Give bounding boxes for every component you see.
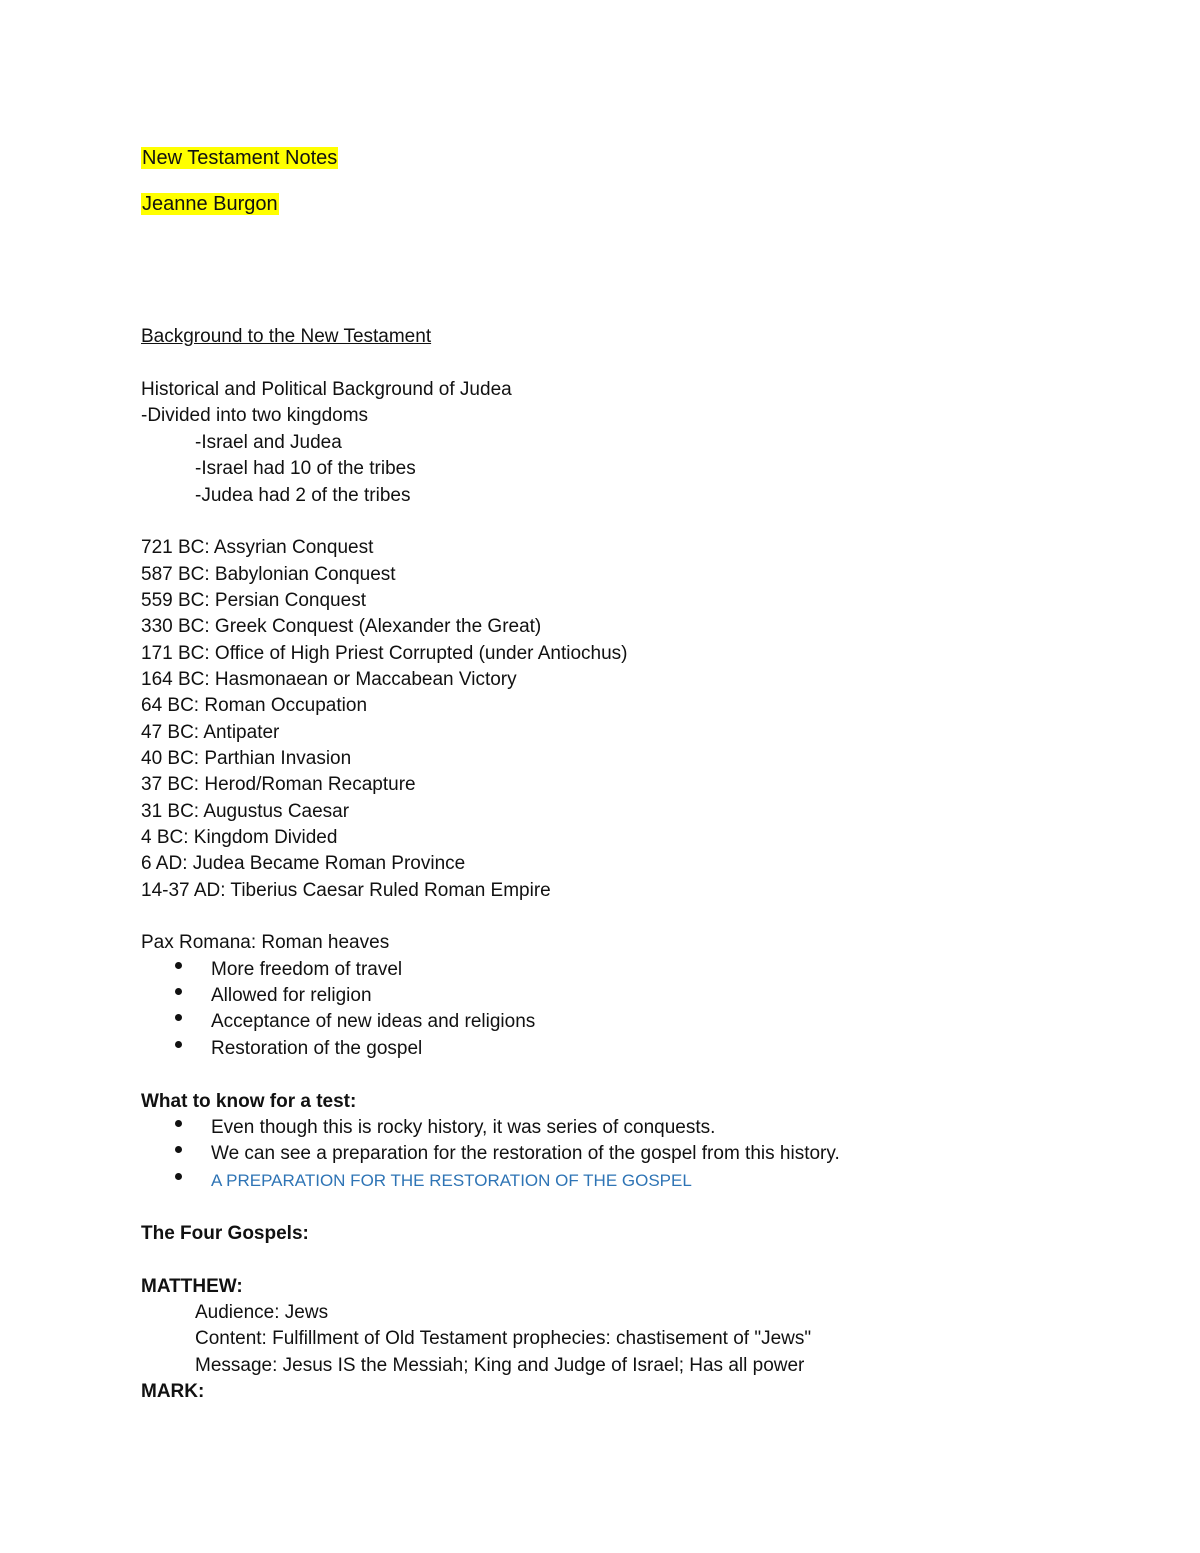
timeline-item: 721 BC: Assyrian Conquest [141,537,374,558]
pax-heading: Pax Romana: Roman heaves [141,932,390,953]
bullet-icon [175,1041,182,1048]
list-item: More freedom of travel [211,959,403,980]
document-author [141,189,279,219]
historical-heading: Historical and Political Background of Judea [141,379,512,400]
matthew-heading: MATTHEW: [141,1276,243,1297]
timeline-item: 40 BC: Parthian Invasion [141,748,352,769]
section-heading: Background to the New Testament [141,326,432,347]
timeline-item: 47 BC: Antipater [141,722,280,743]
matthew-content: Content: Fulfillment of Old Testament prophecies: chastisement of "Jews" [195,1328,812,1349]
timeline-item: 4 BC: Kingdom Divided [141,827,338,848]
timeline-item: 31 BC: Augustus Caesar [141,801,350,822]
list-item: We can see a preparation for the restoration of the gospel from this history. [211,1143,840,1164]
matthew-message: Message: Jesus IS the Messiah; King and Judge of Israel; Has all power [195,1355,805,1376]
historical-sub-3: -Judea had 2 of the tribes [195,485,411,506]
historical-sub-1: -Israel and Judea [195,432,342,453]
historical-sub-2: -Israel had 10 of the tribes [195,458,416,479]
highlight-item: A PREPARATION FOR THE RESTORATION OF THE GOSPEL [211,1171,692,1190]
mark-heading: MARK: [141,1381,205,1402]
timeline-item: 64 BC: Roman Occupation [141,695,368,716]
bullet-icon [175,1014,182,1021]
list-item: Acceptance of new ideas and religions [211,1011,536,1032]
matthew-audience: Audience: Jews [195,1302,329,1323]
list-item: Allowed for religion [211,985,372,1006]
bullet-icon [175,1146,182,1153]
timeline-item: 171 BC: Office of High Priest Corrupted (under Antiochus) [141,643,628,664]
historical-line: -Divided into two kingdoms [141,405,369,426]
author-highlight: Jeanne Burgon [142,193,278,215]
list-item: Restoration of the gospel [211,1038,423,1059]
timeline-item: 14-37 AD: Tiberius Caesar Ruled Roman Empire [141,880,551,901]
timeline-item: 164 BC: Hasmonaean or Maccabean Victory [141,669,517,690]
gospels-heading: The Four Gospels: [141,1223,309,1244]
timeline-item: 559 BC: Persian Conquest [141,590,366,611]
timeline-item: 587 BC: Babylonian Conquest [141,564,396,585]
timeline-item: 6 AD: Judea Became Roman Province [141,853,466,874]
timeline-item: 330 BC: Greek Conquest (Alexander the Great) [141,616,542,637]
document-title [141,143,338,173]
list-item: Even though this is rocky history, it was series of conquests. [211,1117,716,1138]
bullet-icon [175,1120,182,1127]
bullet-icon [175,962,182,969]
timeline-item: 37 BC: Herod/Roman Recapture [141,774,416,795]
bullet-icon [175,1173,182,1180]
test-heading: What to know for a test: [141,1091,357,1112]
title-highlight: New Testament Notes [142,147,338,169]
bullet-icon [175,988,182,995]
